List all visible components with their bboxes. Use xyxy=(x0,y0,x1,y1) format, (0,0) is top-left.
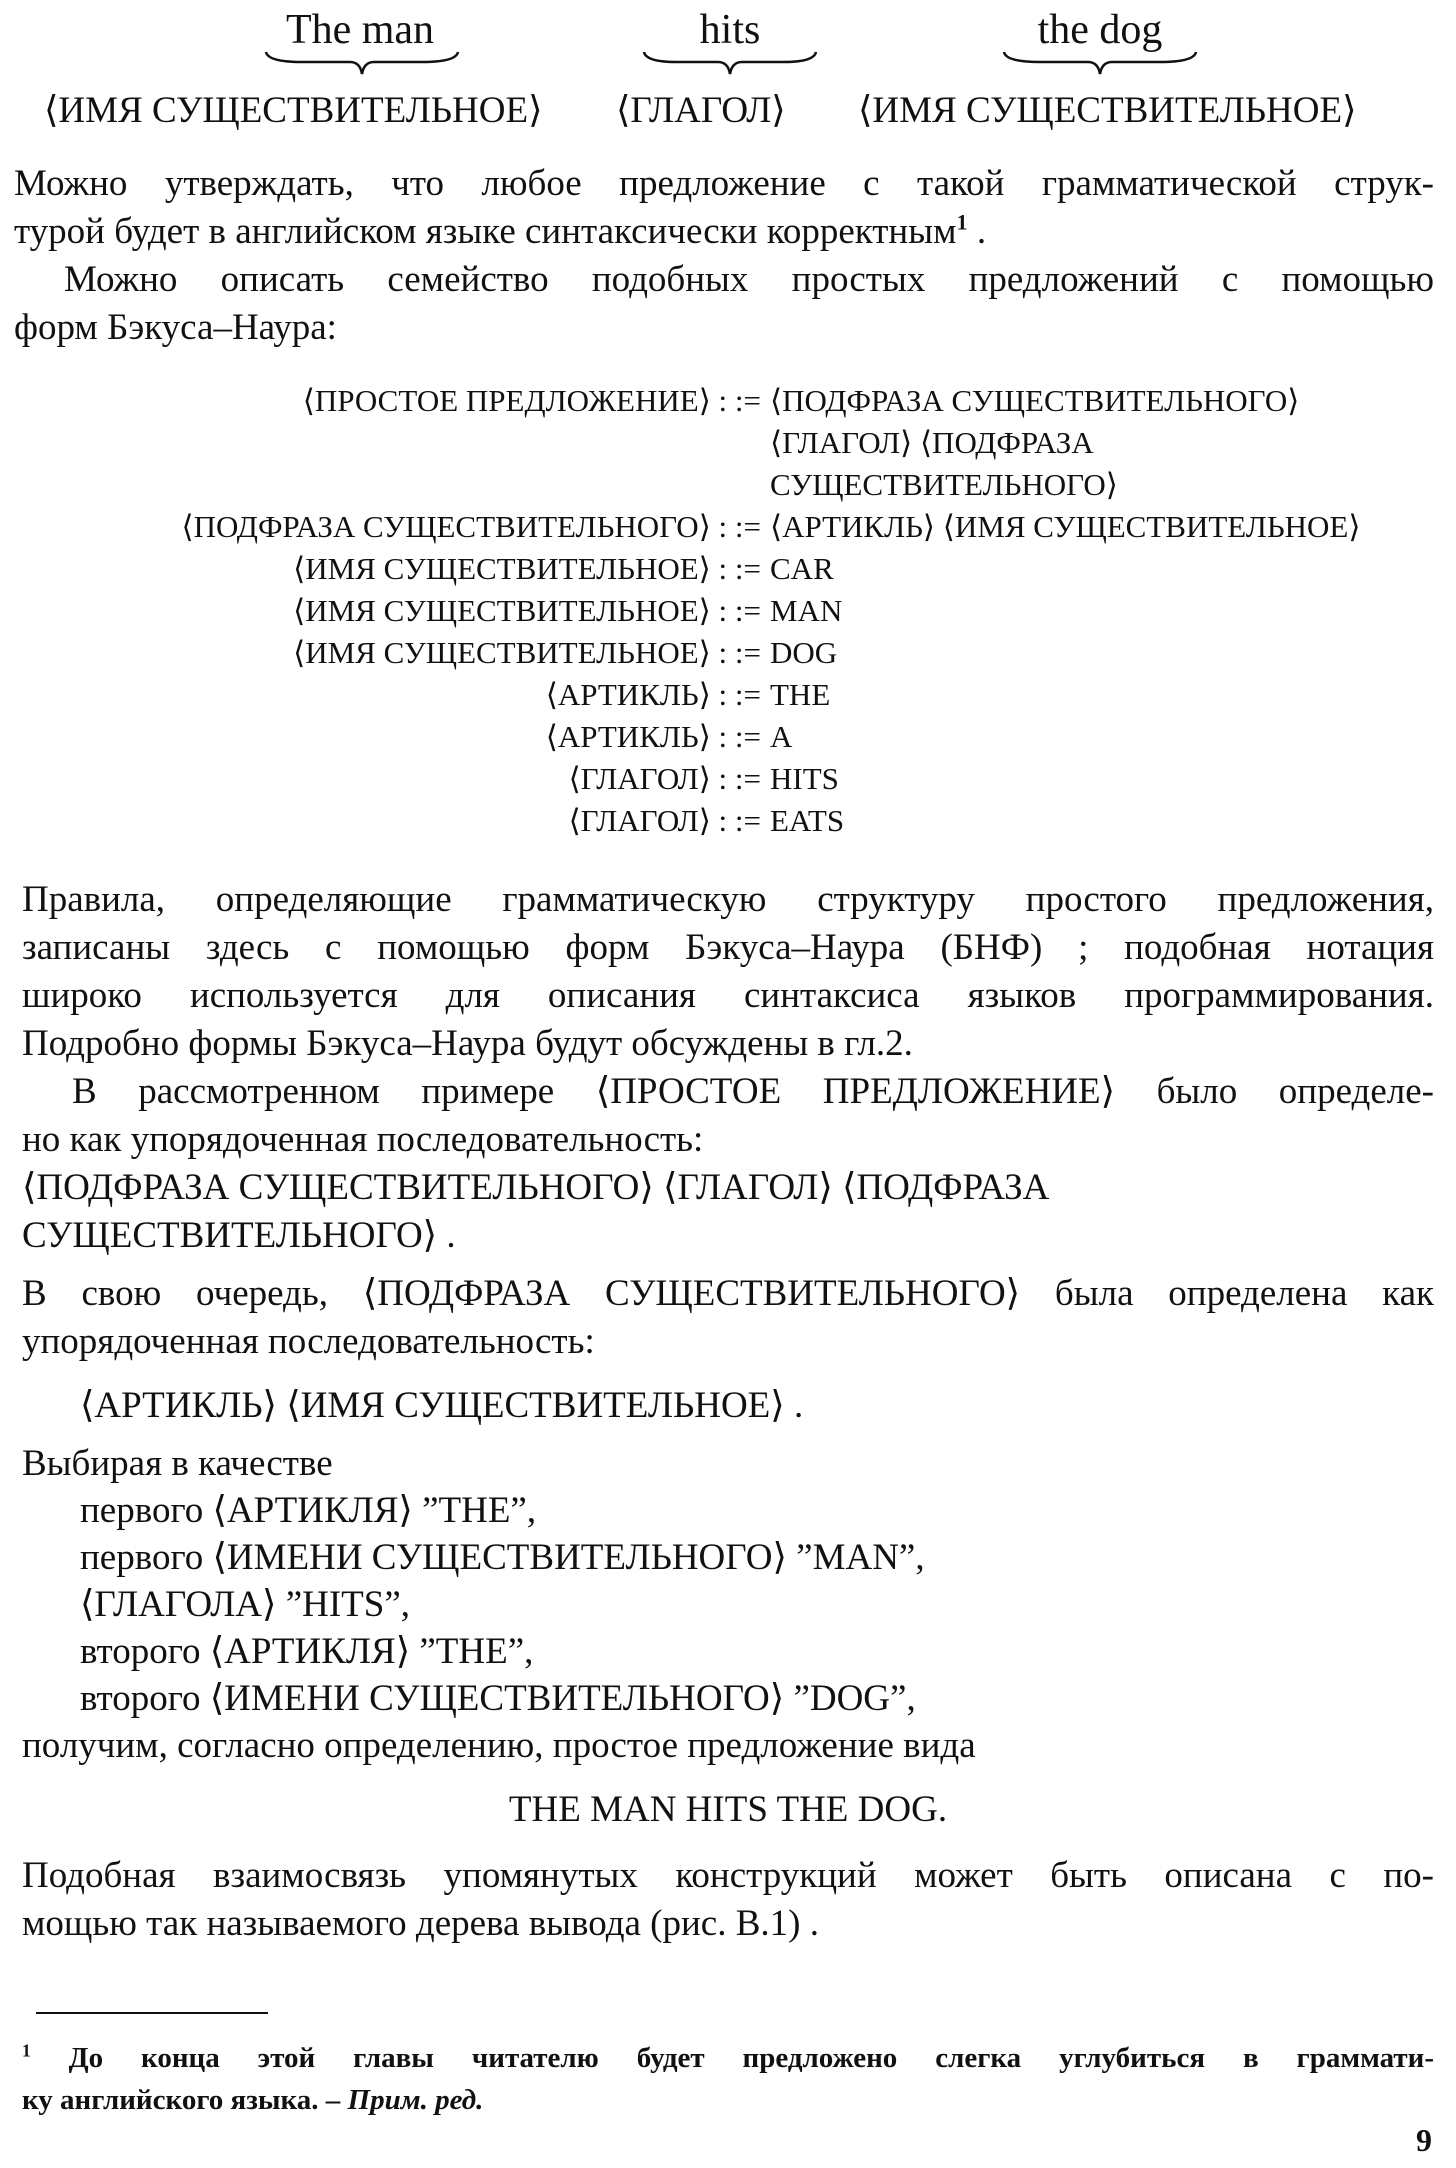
bnf-lhs: ⟨АРТИКЛЬ⟩ : := xyxy=(545,677,761,712)
underbrace-icon xyxy=(640,48,820,78)
bnf-lhs: ⟨ПРОСТОЕ ПРЕДЛОЖЕНИЕ⟩ : := xyxy=(302,383,761,418)
bnf-rhs: СУЩЕСТВИТЕЛЬНОГО⟩ xyxy=(770,467,1118,502)
underbrace-icon xyxy=(1000,48,1200,78)
bnf-rhs: DOG xyxy=(770,635,838,670)
example-category-noun-1: ⟨ИМЯ СУЩЕСТВИТЕЛЬНОЕ⟩ xyxy=(44,90,543,131)
bnf-lhs: ⟨ИМЯ СУЩЕСТВИТЕЛЬНОЕ⟩ : := xyxy=(293,593,761,628)
footnote-line-2: ку английского языка. – Прим. ред. xyxy=(22,2084,484,2116)
para2-line: записаны здесь с помощью форм Бэкуса–Наура (БНФ) ; подобная нотация xyxy=(22,927,1434,968)
bnf-rhs: ⟨ГЛАГОЛ⟩ ⟨ПОДФРАЗА xyxy=(770,425,1094,460)
bnf-rhs: A xyxy=(770,719,793,754)
para3-line: В рассмотренном примере ⟨ПРОСТОЕ ПРЕДЛОЖЕНИЕ⟩ было определе- xyxy=(72,1071,1434,1112)
example-word-1: The man xyxy=(285,7,435,53)
bnf-rhs: ⟨АРТИКЛЬ⟩ ⟨ИМЯ СУЩЕСТВИТЕЛЬНОЕ⟩ xyxy=(770,509,1361,544)
para5-line: получим, согласно определению, простое предложение вида xyxy=(22,1725,976,1766)
bnf-lhs: ⟨ГЛАГОЛ⟩ : := xyxy=(568,803,761,838)
bnf-rhs: HITS xyxy=(770,761,839,796)
footnote-ref: 1 xyxy=(956,209,968,235)
example-word-2: hits xyxy=(699,7,761,53)
example-category-noun-2: ⟨ИМЯ СУЩЕСТВИТЕЛЬНОЕ⟩ xyxy=(858,90,1357,131)
para5-choice: второго ⟨ИМЕНИ СУЩЕСТВИТЕЛЬНОГО⟩ ”DOG”, xyxy=(80,1678,916,1719)
para5-line: Выбирая в качестве xyxy=(22,1443,333,1484)
example-sentence: THE MAN HITS THE DOG. xyxy=(508,1789,948,1830)
bnf-lhs: ⟨ГЛАГОЛ⟩ : := xyxy=(568,761,761,796)
intro-line-4: форм Бэкуса–Наура: xyxy=(14,307,337,348)
para6-line: Подобная взаимосвязь упомянутых конструкций может быть описана с по- xyxy=(22,1855,1434,1896)
page-number: 9 xyxy=(1416,2122,1432,2158)
para3-line: но как упорядоченная последовательность: xyxy=(22,1119,704,1160)
para2-line: Подробно формы Бэкуса–Наура будут обсуждены в гл.2. xyxy=(22,1023,913,1064)
para6-line: мощью так называемого дерева вывода (рис. В.1) . xyxy=(22,1903,819,1944)
para4-formula: ⟨АРТИКЛЬ⟩ ⟨ИМЯ СУЩЕСТВИТЕЛЬНОЕ⟩ . xyxy=(80,1385,804,1426)
para5-choice: ⟨ГЛАГОЛА⟩ ”HITS”, xyxy=(80,1584,411,1625)
footnote-line-1: $^1$ До конца этой главы читателю будет предложено слегка углубиться в граммати- xyxy=(22,2040,1434,2074)
intro-line-2: турой будет в английском языке синтаксически корректным$^1$ . xyxy=(14,209,987,252)
bnf-rhs: THE xyxy=(770,677,831,712)
bnf-lhs: ⟨ИМЯ СУЩЕСТВИТЕЛЬНОЕ⟩ : := xyxy=(293,551,761,586)
footnote-divider xyxy=(36,2012,268,2014)
bnf-rhs: CAR xyxy=(770,551,834,586)
para4-line: упорядоченная последовательность: xyxy=(22,1321,595,1362)
bnf-rhs: MAN xyxy=(770,593,843,628)
para5-choice: первого ⟨АРТИКЛЯ⟩ ”THE”, xyxy=(80,1490,537,1531)
underbrace-icon xyxy=(262,48,462,78)
para5-choice: второго ⟨АРТИКЛЯ⟩ ”THE”, xyxy=(80,1631,534,1672)
para2-line: Правила, определяющие грамматическую структуру простого предложения, xyxy=(22,879,1434,920)
para2-line: широко используется для описания синтаксиса языков программирования. xyxy=(22,975,1434,1016)
example-category-verb: ⟨ГЛАГОЛ⟩ xyxy=(616,90,786,131)
bnf-rhs: EATS xyxy=(770,803,845,838)
bnf-rhs: ⟨ПОДФРАЗА СУЩЕСТВИТЕЛЬНОГО⟩ xyxy=(770,383,1300,418)
intro-line-1: Можно утверждать, что любое предложение с такой грамматической струк- xyxy=(14,163,1434,204)
para4-line: В свою очередь, ⟨ПОДФРАЗА СУЩЕСТВИТЕЛЬНОГО⟩ была определена как xyxy=(22,1273,1434,1314)
bnf-lhs: ⟨АРТИКЛЬ⟩ : := xyxy=(545,719,761,754)
para5-choice: первого ⟨ИМЕНИ СУЩЕСТВИТЕЛЬНОГО⟩ ”MAN”, xyxy=(80,1537,925,1578)
para3-line: СУЩЕСТВИТЕЛЬНОГО⟩ . xyxy=(22,1215,456,1256)
intro-line-3: Можно описать семейство подобных простых предложений с помощью xyxy=(64,259,1434,300)
para3-line: ⟨ПОДФРАЗА СУЩЕСТВИТЕЛЬНОГО⟩ ⟨ГЛАГОЛ⟩ ⟨ПОДФРАЗА xyxy=(22,1167,1050,1208)
example-word-3: the dog xyxy=(1037,7,1163,53)
bnf-lhs: ⟨ПОДФРАЗА СУЩЕСТВИТЕЛЬНОГО⟩ : := xyxy=(181,509,761,544)
bnf-lhs: ⟨ИМЯ СУЩЕСТВИТЕЛЬНОЕ⟩ : := xyxy=(293,635,761,670)
